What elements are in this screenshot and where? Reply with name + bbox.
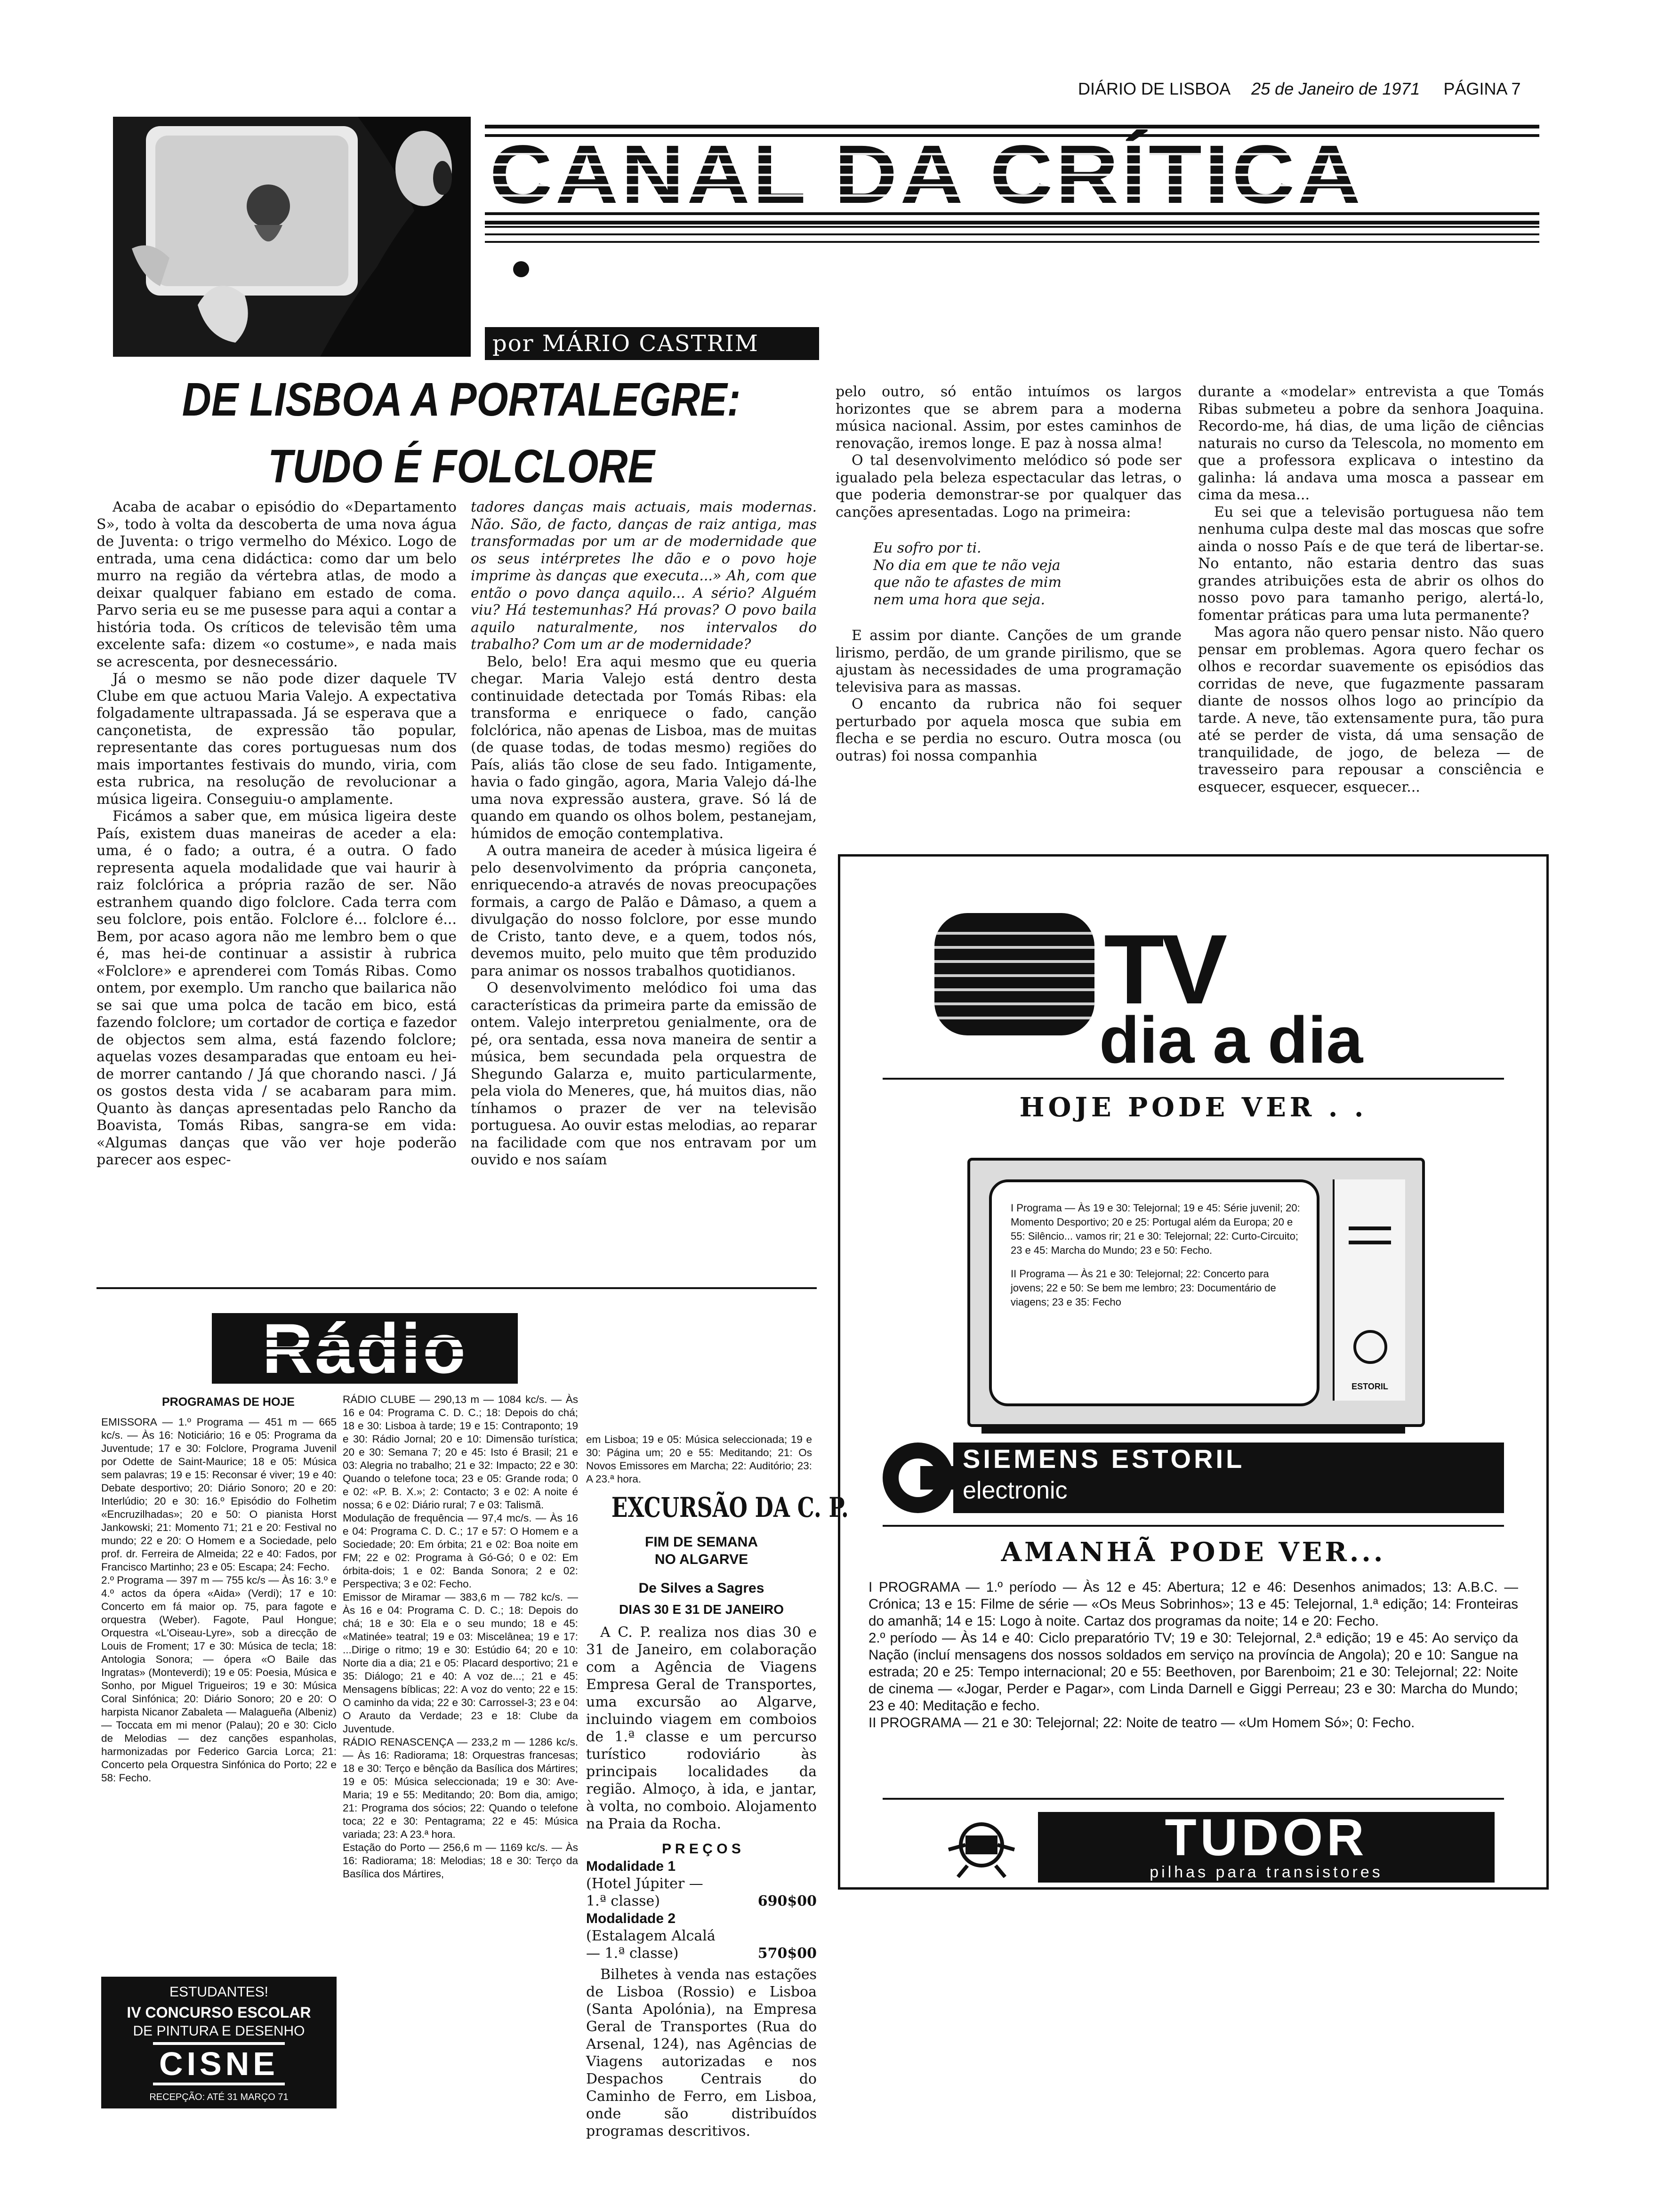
tv-set-control-panel [1333, 1179, 1405, 1401]
tv-set [967, 1158, 1425, 1427]
excursion-route: De Silves a Sagres [638, 1580, 764, 1596]
article-paragraph: O tal desenvolvimento melódico só pode ser igualado pela beleza espectacular das letras, o que poderia demonstrar-se por qualquer das canções apresentadas. Logo na primeira: [836, 452, 1182, 521]
article-paragraph: E assim por diante. Canções de um grande lirismo, perdão, de um grande pirilismo, que se ajustam às necessidades de uma programação televisiva para as massas. [836, 627, 1182, 696]
page-number: PÁGINA 7 [1443, 79, 1521, 98]
issue-date: 25 de Janeiro de 1971 [1251, 79, 1420, 98]
article-column-3 [836, 384, 1182, 835]
tv-box-divider-2 [883, 1525, 1504, 1527]
today-heading: HOJE PODE VER . . [1019, 1092, 1367, 1123]
tv-set-screen [989, 1179, 1319, 1406]
excursion-body: A C. P. realiza nos dias 30 e 31 de Janeiro, em colaboração com a Agência de Viagens Empresa Geral de Transportes, uma excursão ao Algarve, incluindo viagem em comboios de 1.ª classe e um percurso turístico rodoviário às principais localidades da região. Almoço, à ida, e jantar, à volta, no comboio. Alojamento na Praia da Rocha. [586, 1624, 817, 1832]
prices-heading: P R E Ç O S [662, 1841, 741, 1857]
headline-line-1: DE LISBOA A PORTALEGRE: [182, 373, 741, 426]
article-column-1 [97, 499, 457, 1280]
radio-programs-heading: PROGRAMAS DE HOJE [162, 1395, 295, 1409]
byline-box [485, 327, 819, 360]
article-paragraph: Mas agora não quero pensar nisto. Não quero pensar em problemas. Agora quero fechar os olhos e recordar suavemente os episódios das corridas de neve, que fugazmente passaram diante de nossos olhos logo ao princípio da tarde. A neve, tão extensamente pura, tão pura até se perder de vista, dá uma sensação de tranquilidade, de jogo, de beleza — de travesseiro para repousar a consciência e esquecer, esquecer, esquecer... [1198, 624, 1544, 795]
tv-box-divider-1 [883, 1078, 1504, 1080]
article-paragraph: Acaba de acabar o episódio do «Departamento S», todo à volta da descoberta de uma nova água de Juventa: o trigo vermelho do México. Logo de entrada, uma cena didáctica: como dar um belo murro na região da vértebra atlas, de modo a deixar qualquer fabiano em estado de coma. Parvo seria eu se me pusesse para aqui a contar a história toda. Os críticos de televisão têm uma excelente safa: dizem «o costume», e nada mais se acrescenta, por desnecessário. [97, 499, 457, 670]
excursion-subtitle-1: FIM DE SEMANA [645, 1534, 758, 1550]
song-verse [873, 540, 1182, 609]
page-header [1078, 79, 1549, 103]
cisne-line-3: DE PINTURA E DESENHO [133, 2023, 305, 2039]
column-title [485, 120, 1539, 228]
article-paragraph: pelo outro, só então intuímos os largos horizontes que se abrem para a moderna música nacional. Assim, por estes caminhos de renovação, iremos longe. E paz à nossa alma! [836, 384, 1182, 452]
tv-set-brand: ESTORIL [1351, 1382, 1388, 1391]
siemens-banner [953, 1443, 1504, 1513]
siemens-logo-icon [883, 1443, 953, 1513]
verse-line: No dia em que te não veja [873, 557, 1061, 574]
radio-title-box [212, 1313, 518, 1384]
headline-line-2: TUDO É FOLCLORE [268, 440, 655, 493]
verse-line: nem uma hora que seja. [873, 591, 1046, 608]
radio-column-1 [101, 1416, 337, 1995]
cisne-line-2: IV CONCURSO ESCOLAR [127, 2004, 311, 2021]
article-paragraph: tadores danças mais actuais, mais modernas. Não. São, de facto, danças de raiz antiga, mas transformadas por um ar de modernidade que os seus intérpretes lhe dão e o povo hoje imprime às danças que executa...» Ah, com que então o povo dança aquilo... A sério? Alguém viu? Há testemunhas? Há provas? O povo baila aquilo naturalmente, nos intervalos do trabalho? Com um ar de modernidade? [471, 499, 817, 653]
tudor-banner [1038, 1809, 1495, 1883]
article-column-4 [1198, 384, 1544, 835]
excursion-notice [586, 1491, 849, 2140]
modality-1-desc: (Hotel Júpiter — 1.ª classe) [586, 1875, 703, 1909]
tv-logo-icon [934, 913, 1094, 1035]
excursion-tickets: Bilhetes à venda nas estações de Lisboa (Rossio) e Lisboa (Santa Apolónia), na Empresa Geral de Transportes (Rua do Arsenal, 124), nas Agências de Viagens autorizadas e nos Despachos Centrais do Caminho de Ferro, em Lisboa, onde são distribuídos programas descritivos. [586, 1966, 817, 2140]
tv-box-divider-3 [883, 1798, 1504, 1800]
article-column-2 [471, 499, 817, 1280]
modality-2 [586, 1927, 817, 1962]
cisne-footer: RECEPÇÃO: ATÉ 31 MARÇO 71 [149, 2092, 289, 2102]
sponsor-name: SIEMENS ESTORIL [963, 1444, 1245, 1474]
verse-line: que não te afastes de mim [873, 574, 1062, 591]
modality-1 [586, 1875, 817, 1910]
tv-screen-schedule [1011, 1201, 1303, 1309]
title-bullet [513, 261, 529, 277]
tv-knob-icon [1353, 1330, 1387, 1364]
cisne-ad [101, 1977, 337, 2108]
title-rules [485, 221, 1539, 249]
radio-listing: RÁDIO CLUBE — 290,13 m — 1084 kc/s. — Às 16 e 04: Programa C. D. C.; 18: Depois do chá; 18 e 30: Lisboa à tarde; 19 e 15: Contraponto; 19 e 30: Rádio Jornal; 20 e 10: Dimensão turística; 20 e 30: Semana 7; 20 e 45: Isto é Brasil; 21 e 03: Alegria no trabalho; 21 e 32: Impacto; 22 e 30: Quando o telefone toca; 23 e 05: Grande roda; 0 e 02: «P. B. X.»; 2: Contacto; 3 e 02: A noite é nossa; 6 e 02: Diário rural; 7 e 03: Talismã. Modulação de frequência — 97,4 mc/s. — Às 16 e 04: Programa C. D. C.; 17 e 57: O Homem e a Sociedade; 20: Em órbita; 21 e 02: Boa noite em FM; 22 e 02: Programa à Gó-Gó; 0 e 02: Em órbita-dois; 1 e 02: Banda Sonora; 2 e 02: Perspectiva; 3 e 02: Fecho. Emissor de Miramar — 383,6 m — 782 kc/s. — Às 16 e 04: Programa C. D. C.; 18: Depois do chá; 18 e 30: Ela e o seu mundo; 18 e 45: «Matinée» teatral; 19 e 03: Miscelânea; 19 e 17: ...Dirige o ritmo; 19 e 30: Estúdio 64; 20 e 10: Norte dia a dia; 21 e 05: Placard desportivo; 21 e 35: Diálogo; 21 e 40: A voz de...; 21 e 45: Mensagens bíblicas; 22: A voz do vento; 22 e 15: O caminho da vida; 22 e 30: Carrossel-3; 23 e 04: O Arauto da Verdade; 23 e 18: Clube da Juventude. RÁDIO RENASCENÇA — 233,2 m — 1286 kc/s. — Às 16: Radiorama; 18: Orquestras francesas; 18 e 30: Terço e bênção da Basílica dos Mártires; 19 e 05: Música seleccionada; 19 e 30: Ave-Maria; 19 e 55: Meditando; 20: Bom dia, amigo; 21: Programa dos sócios; 22: Quando o telefone toca; 22 e 30: Pentagrama; 22 e 45: Música variada; 23: A 23.ª hora. Estação do Porto — 256,6 m — 1169 kc/s. — Às 16: Radiorama; 18: Melodias; 18 e 30: Terço da Basílica dos Mártires, [343, 1394, 578, 1880]
modality-2-price: 570$00 [757, 1945, 817, 1962]
section-divider [97, 1287, 817, 1289]
article-paragraph: Belo, belo! Era aqui mesmo que eu queria chegar. Maria Valejo está dentro desta continuidade detectada por Tomás Ribas: ela transforma e enriquece o fado, canção folclórica, não apenas de Lisboa, mas de muitas (de quase todas, de todas mesmo) regiões do País, aliás tão close de seu fado. Intigamente, havia o fado gingão, agora, Maria Valejo dá-lhe uma nova expressão austera, grave. Só lá de quando em quando os olhos bolem, pestanejam, húmidos de emoção contemplativa. [471, 653, 817, 842]
excursion-subtitle-2: NO ALGARVE [654, 1552, 748, 1567]
article-paragraph: durante a «modelar» entrevista a que Tomás Ribas submeteu a pobre da senhora Joaquina. Recordo-me, há dias, de uma lição de ciências naturais no curso da Telescola, no momento em que a professora explicava o intestino da galinha: lá andava uma mosca a passear em cima da mesa... [1198, 384, 1544, 503]
tv-screen-photo [113, 117, 471, 357]
tomorrow-schedule: I PROGRAMA — 1.º período — Às 12 e 45: Abertura; 12 e 46: Desenhos animados; 13: A.B.C. — Crónica; 13 e 15: Filme de série — «Os Meus Sobrinhos»; 13 e 45: Telejornal, 1.ª edição; 14: Fronteiras do amanhã; 14 e 15: Logo à noite. Cartaz dos programas da noite; 14 e 20: Fecho. 2.º período — Às 14 e 40: Ciclo preparatório TV; 19 e 30: Telejornal, 2.ª edição; 19 e 45: Ao serviço da Nação (incluí mensagens dos nossos soldados em serviço na província de Angola); 20 e 10: Sangue na estrada; 20 e 25: Tempo internacional; 20 e 55: Beethoven, por Barenboim; 21 e 30: Telejornal; 22: Noite de cinema — «Jogar, Perder e Pagar», com Linda Darnell e Giggi Perreau; 23 e 30: Marcha do Mundo; 23 e 40: Meditação e fecho. II PROGRAMA — 21 e 30: Telejornal; 22: Noite de teatro — «Um Homem Só»; 0: Fecho. [869, 1579, 1518, 1731]
tv-logo-text: TV [1104, 914, 1225, 1025]
tudor-logo: TUDOR [1165, 1809, 1368, 1867]
radio-listing: em Lisboa; 19 e 05: Música seleccionada; 19 e 30: Página um; 20 e 55: Meditando; 21: Os Novos Emissores em Marcha; 22: Auditório; 23: A 23.ª hora. [586, 1434, 812, 1485]
sponsor-sub: electronic [963, 1477, 1068, 1504]
tudor-mascot-icon [920, 1817, 1043, 1878]
screen-program-2: II Programa — Às 21 e 30: Telejornal; 22: Concerto para jovens; 22 e 50: Se bem me lembro; 23: Documentário de viagens; 23 e 35: Fecho [1011, 1268, 1276, 1308]
article-paragraph: Eu sei que a televisão portuguesa não tem nenhuma culpa deste mal das moscas que sofre ainda o nosso País e de que terá de libertar-se. No entanto, não estaria dentro das suas grandes atribuições esta de abrir os olhos do nosso povo para tamanho perigo, alertá-lo, fomentar práticas para uma luta permanente? [1198, 504, 1544, 624]
radio-listing: EMISSORA — 1.º Programa — 451 m — 665 kc/s. — Às 16: Noticiário; 16 e 05: Programa da Juventude; 17 e 30: Folclore, Programa Juvenil por Odette de Saint-Maurice; 18 e 05: Música sem palavras; 19 e 15: Reconsar é viver; 19 e 40: Debate desportivo; 20: Diário Sonoro; 20 e 20: Interlúdio; 20 e 30: 16.º Episódio do Folhetim «Encruzilhadas»; 20 e 50: O pianista Horst Jankowski; 21: Momento 71; 21 e 20: Festival no mundo; 22 e 20: O Homem e a Sociedade, pelo prof. dr. Ferreira de Almeida; 22 e 40: Fados, por Francisco Martinho; 23 e 05: Escapa; 24: Fecho. 2.º Programa — 397 m — 755 kc/s — Às 16: 3.º e 4.º actos da ópera «Aida» (Verdi); 17 e 10: Concerto em fá maior op. 75, para fagote e orquestra (Weber). Fagote, Paul Hongue; Orquestra «L'Oiseau-Lyre», sob a direcção de Louis de Froment; 17 e 30: Música de tecla; 18: Antologia Sonora; — ópera «O Baile das Ingratas» (Monteverdi); 19 e 05: Poesia, Música e Sonho, por Miguel Trigueiros; 19 e 30: Música Coral Sinfónica; 20: Diário Sonoro; 20 e 20: O harpista Nicanor Zabaleta — Malagueña (Albeniz) — Toccata em mi menor (Palau); 20 e 30: Ciclo de Melodias — dez canções espanholas, harmonizadas por Federico Garcia Lorca; 21: Concerto pela Orquestra Sinfónica do Porto; 22 e 58: Fecho. [101, 1416, 337, 1784]
verse-line: Eu sofro por ti. [873, 540, 981, 556]
tv-logo-subtitle: dia a dia [1099, 1003, 1363, 1077]
article-headline [108, 372, 814, 494]
tv-programs-box [838, 854, 1549, 1890]
excursion-dates: DIAS 30 E 31 DE JANEIRO [619, 1602, 784, 1617]
article-paragraph: Já o mesmo se não pode dizer daquele TV Clube em que actuou Maria Valejo. A expectativa folgadamente ultrapassada. Já se esperava que a cançonetista, de expressão tão popular, representante das cores portuguesas num dos mais importantes festivais do mundo, viria, com esta rubrica, na resolução de revolucionar a música ligeira. Conseguiu-o amplamente. [97, 671, 457, 808]
modality-2-label: Modalidade 2 [586, 1911, 676, 1926]
modality-1-label: Modalidade 1 [586, 1859, 676, 1874]
cisne-line-1: ESTUDANTES! [169, 1984, 269, 2000]
tomorrow-heading: AMANHÃ PODE VER... [1001, 1537, 1386, 1568]
article-paragraph: A outra maneira de aceder à música ligeira é pelo desenvolvimento da própria cançoneta, enriquecendo-a através de novas preocupações formais, a cargo de Palão e Dâmaso, a quem a divulgação do nosso folclore, por esse mundo de Cristo, tanto deve, e a quem, todos nós, devemos muito, pelo muito que têm produzido para animar os nossos trabalhos quotidianos. [471, 842, 817, 979]
byline: por MÁRIO CASTRIM [492, 330, 759, 357]
radio-column-3-top [586, 1433, 812, 1487]
cisne-logo: CISNE [153, 2042, 285, 2085]
article-paragraph: Ficámos a saber que, em música ligeira deste País, existem duas maneiras de aceder a ela: uma, é o fado; a outra, é a outra. O fado representa aquela modalidade que vai haurir à raiz folclórica a própria razão de ser. Não estranhem quando digo folclore. Cada terra com seu folclore, pois então. Folclore é... folclore é... Bem, por acaso agora não me lembro bem o que é, mas hei-de continuar a assistir à rubrica «Folclore» e aprenderei com Tomás Ribas. Como ontem, por exemplo. Um rancho que bailarica não se sai que uma polca de tacão em bico, está fazendo folclore; um cortador de cortiça e fazedor de objectos sem alma, está fazendo folclore; aquelas vozes desamparadas que entoam eu hei-de morrer cantando / Já que chorando nasci. / Já os gostos desta vida / se acabaram para mim. Quanto às danças apresentadas pelo Rancho da Boavista, Tomás Ribas, sangra-se em vida: «Algumas danças que vão ver hoje poderão parecer aos espec- [97, 808, 457, 1168]
radio-column-2 [343, 1393, 578, 2151]
publication-name: DIÁRIO DE LISBOA [1078, 79, 1230, 98]
modality-2-desc: (Estalagem Alcalá — 1.ª classe) [586, 1928, 716, 1962]
screen-program-1: I Programa — Às 19 e 30: Telejornal; 19 e 45: Série juvenil; 20: Momento Desportivo; 20 e 25: Portugal além da Europa; 20 e 55: Silêncio... vamos rir; 21 e 30: Telejornal; 22: Curto-Circuito; 23 e 45: Marcha do Mundo; 23 e 50: Fecho. [1011, 1202, 1300, 1256]
modality-1-price: 690$00 [757, 1893, 817, 1909]
article-paragraph: O desenvolvimento melódico foi uma das características da primeira parte da emissão de ontem. Valejo interpretou genialmente, ora de pé, ora sentada, essa nova maneira de sentir a música, bem secundada pela orquestra de Shegundo Galarza e, muito particularmente, pela viola do Meneres, que, há muitos dias, não tínhamos o prazer de ver na televisão portuguesa. Ao ouvir estas melodias, ao reparar na facilidade com que nos entravam por um ouvido e nos saíam [471, 980, 817, 1168]
article-paragraph: O encanto da rubrica não foi sequer perturbado por aquela mosca que subia em flecha e se perdia no escuro. Outra mosca (ou outras) foi nossa companhia [836, 696, 1182, 764]
tv-set-stand [981, 1424, 1405, 1434]
tudor-tagline: pilhas para transistores [1150, 1863, 1383, 1881]
excursion-title: EXCURSÃO DA C. P. [611, 1491, 849, 1523]
